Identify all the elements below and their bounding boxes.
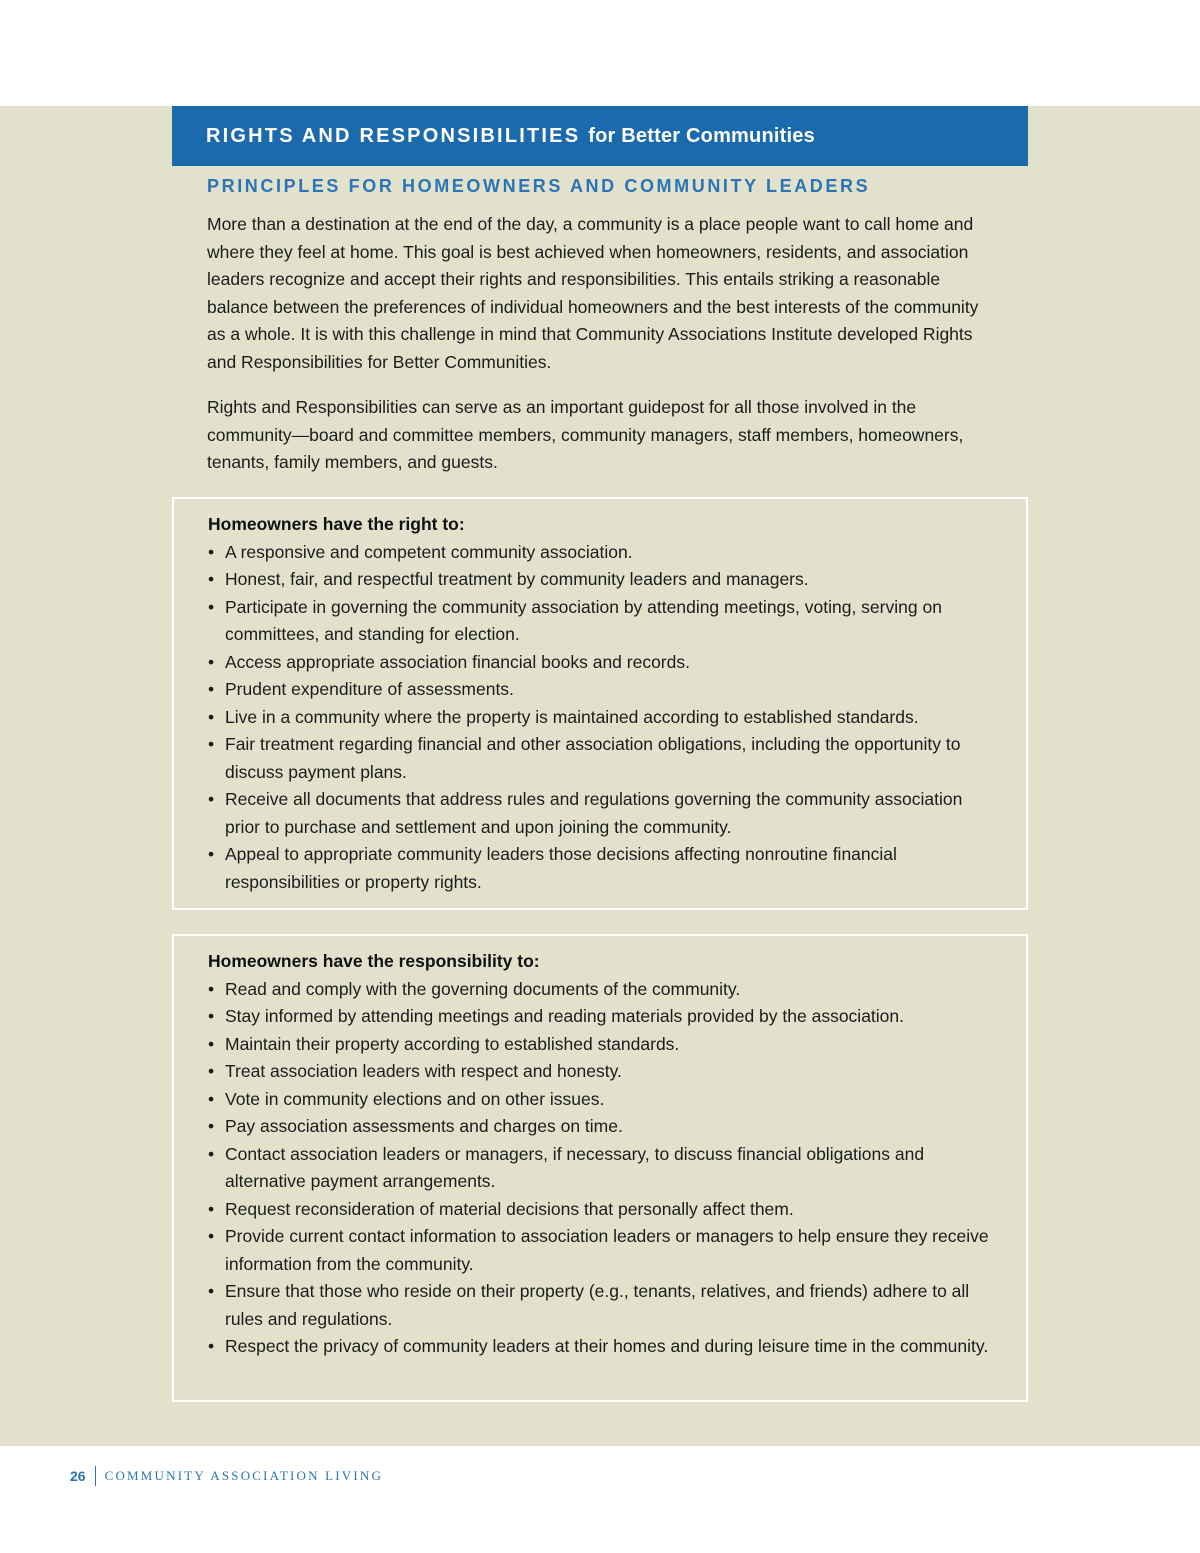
page-footer: [70, 1466, 383, 1486]
list-item: • Maintain their property according to established standards.: [208, 1031, 996, 1059]
list-item: • Fair treatment regarding financial and other association obligations, including the opportunity to discuss payment plans.: [208, 731, 996, 786]
list-item: • Prudent expenditure of assessments.: [208, 676, 996, 704]
list-item: • Vote in community elections and on other issues.: [208, 1086, 996, 1114]
responsibilities-list: [208, 976, 996, 1361]
list-item: • Ensure that those who reside on their property (e.g., tenants, relatives, and friends) adhere to all rules and regulations.: [208, 1278, 996, 1333]
list-item: • Access appropriate association financial books and records.: [208, 649, 996, 677]
publication-title: COMMUNITY ASSOCIATION LIVING: [104, 1468, 384, 1483]
footer-divider: [95, 1466, 96, 1486]
responsibilities-heading: Homeowners have the responsibility to:: [208, 951, 540, 971]
list-item: • Pay association assessments and charges on time.: [208, 1113, 996, 1141]
list-item: • Receive all documents that address rules and regulations governing the community association prior to purchase and settlement and upon joining the community.: [208, 786, 996, 841]
banner-subtitle: for Better Communities: [588, 124, 815, 147]
section-subtitle: PRINCIPLES FOR HOMEOWNERS AND COMMUNITY LEADERS: [207, 176, 871, 196]
list-item: • Treat association leaders with respect and honesty.: [208, 1058, 996, 1086]
rights-heading: Homeowners have the right to:: [208, 514, 465, 534]
list-item: • Request reconsideration of material decisions that personally affect them.: [208, 1196, 996, 1224]
list-item: • Contact association leaders or managers, if necessary, to discuss financial obligations and alternative payment arrangements.: [208, 1141, 996, 1196]
banner-title: RIGHTS AND RESPONSIBILITIES: [206, 124, 581, 147]
list-item: • Participate in governing the community association by attending meetings, voting, serving on committees, and standing for election.: [208, 594, 996, 649]
intro-text: [207, 211, 997, 495]
responsibilities-box: [172, 934, 1028, 1402]
list-item: • Honest, fair, and respectful treatment by community leaders and managers.: [208, 566, 996, 594]
intro-paragraph: Rights and Responsibilities can serve as an important guidepost for all those involved in the community—board and committee members, community managers, staff members, homeowners, tenants, family members, and guests.: [207, 397, 964, 472]
rights-box: [172, 497, 1028, 910]
list-item: • Read and comply with the governing documents of the community.: [208, 976, 996, 1004]
list-item: • Appeal to appropriate community leaders those decisions affecting nonroutine financial responsibilities or property rights.: [208, 841, 996, 896]
list-item: • Provide current contact information to association leaders or managers to help ensure they receive information from the community.: [208, 1223, 996, 1278]
section-banner: [172, 106, 1028, 166]
list-item: • Stay informed by attending meetings and reading materials provided by the association.: [208, 1003, 996, 1031]
intro-paragraph: More than a destination at the end of the day, a community is a place people want to call home and where they feel at home. This goal is best achieved when homeowners, residents, and association leaders recognize and accept their rights and responsibilities. This entails striking a reasonable balance between the preferences of individual homeowners and the best interests of the community as a whole. It is with this challenge in mind that Community Associations Institute developed Rights and Responsibilities for Better Communities.: [207, 214, 979, 372]
page-number: 26: [70, 1468, 86, 1484]
list-item: • Live in a community where the property is maintained according to established standards.: [208, 704, 996, 732]
list-item: • A responsive and competent community association.: [208, 539, 996, 567]
rights-list: [208, 539, 996, 897]
list-item: • Respect the privacy of community leaders at their homes and during leisure time in the community.: [208, 1333, 996, 1361]
